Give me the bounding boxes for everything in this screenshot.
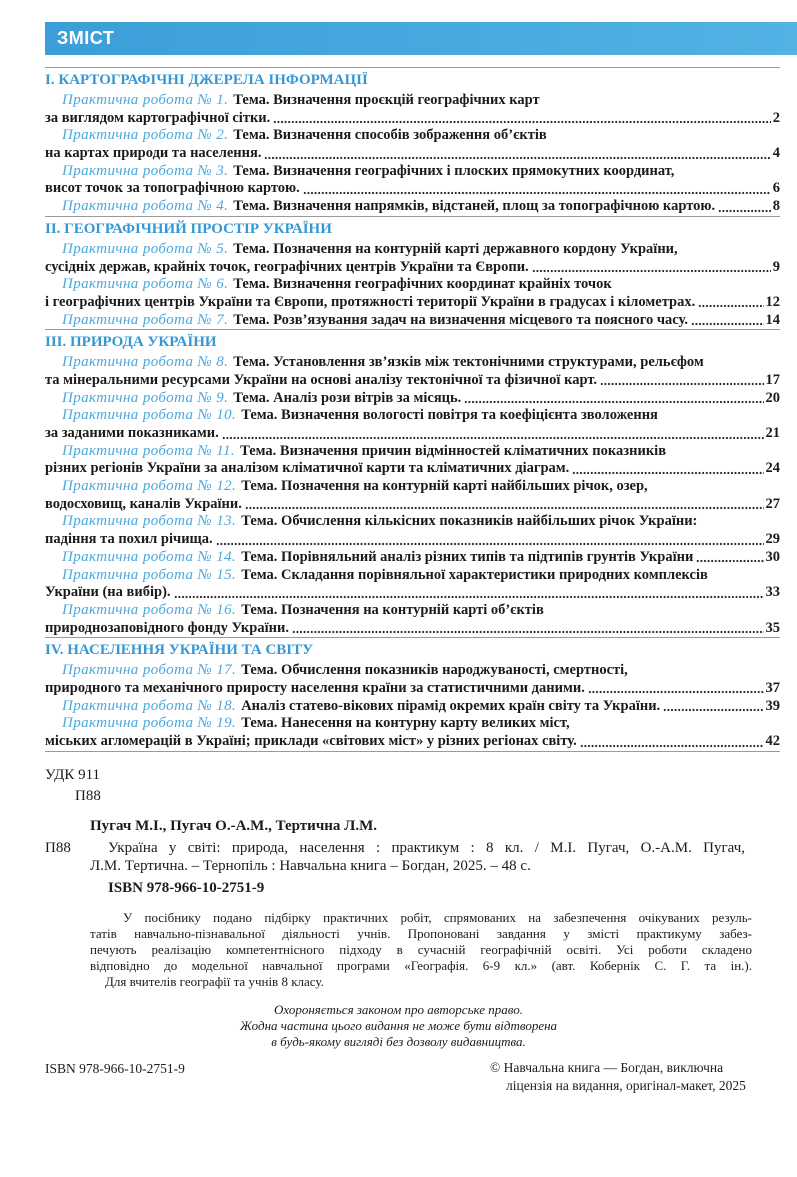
entry-line (45, 662, 780, 680)
dot-leader (264, 145, 770, 163)
page-number: 27 (765, 495, 780, 512)
toc-entry (45, 715, 780, 750)
dot-leader (580, 733, 764, 751)
toc-entry (45, 312, 780, 330)
entry-label: Практична робота № 5. (62, 240, 229, 257)
page-number: 12 (765, 293, 780, 310)
entry-title: Тема. Визначення причин відмінностей кліматичних показників (240, 442, 667, 459)
entry-title: та мінеральними ресурсами України на основі аналізу тектонічної та фізичної карт. (45, 371, 597, 388)
entry-label: Практична робота № 7. (62, 311, 229, 328)
toc-entry (45, 407, 780, 442)
entry-line (45, 425, 780, 443)
entry-label: Практична робота № 14. (62, 548, 237, 565)
page-number: 39 (765, 697, 780, 714)
entry-title: падіння та похил річища. (45, 531, 213, 548)
entry-line (45, 698, 780, 716)
entry-title: міських агломерацій в Україні; приклади «світових міст» у різних регіонах світу. (45, 733, 577, 749)
entry-label: Практична робота № 12. (62, 478, 237, 495)
entry-line (45, 680, 780, 698)
entry-line (45, 715, 780, 733)
toc-entry (45, 198, 780, 216)
entry-label: Практична робота № 10. (62, 407, 237, 424)
entry-label: Практична робота № 2. (62, 127, 229, 144)
entry-label: Практична робота № 15. (62, 566, 237, 583)
entry-label: Практична робота № 17. (62, 662, 237, 679)
entry-label: Практична робота № 9. (62, 389, 229, 406)
dot-leader (718, 198, 771, 216)
entry-title: і географічних центрів України та Європи, протяжності території України в градусах і кілометрах. (45, 293, 696, 310)
entry-title: Тема. Порівняльний аналіз різних типів та підтипів грунтів України (241, 548, 694, 565)
page-number: 29 (765, 531, 780, 548)
entry-line (45, 110, 780, 128)
toc-section (45, 637, 780, 750)
toc-entry (45, 127, 780, 162)
page-number: 21 (765, 425, 780, 441)
entry-label: Практична робота № 3. (62, 162, 229, 179)
page-number: 2 (772, 109, 780, 126)
toc-entry (45, 241, 780, 276)
annotation (90, 910, 752, 990)
entry-title: природного та механічного приросту населення країни за статистичними даними. (45, 679, 585, 696)
notice-line: в будь-якому вигляді без дозволу видавництва. (271, 1034, 526, 1049)
page-number: 24 (765, 460, 780, 477)
entry-title: різних регіонів України за аналізом кліматичної карти та кліматичних діаграм. (45, 460, 570, 477)
dot-leader (216, 531, 764, 549)
entry-title: природнозаповідного фонду України. (45, 619, 289, 636)
publisher-license (490, 1059, 746, 1095)
entry-label: Практична робота № 16. (62, 601, 237, 618)
entry-title: Тема. Складання порівняльної характеристики природних комплексів (241, 566, 708, 583)
dot-leader (663, 698, 763, 716)
entry-line (45, 460, 780, 478)
dot-leader (572, 460, 763, 478)
toc-entry (45, 276, 780, 311)
dot-leader (292, 620, 764, 638)
bibliographic-record-line: Україна у світі: природа, населення : практикум : 8 кл. / М.І. Пугач, О.-А.М. Пугач, (108, 840, 745, 856)
dot-leader (245, 496, 764, 514)
entry-label: Практична робота № 8. (62, 354, 229, 371)
toc-title: ЗМІСТ (57, 28, 115, 48)
entry-line (45, 513, 780, 531)
bibliographic-record-line: Л.М. Тертична. – Тернопіль : Навчальна книга – Богдан, 2025. – 48 с. (90, 858, 531, 874)
authors: Пугач М.І., Пугач О.-А.М., Тертична Л.М. (90, 818, 378, 834)
dot-leader (696, 549, 763, 567)
page-number: 4 (772, 145, 780, 162)
entry-line (45, 354, 780, 372)
toc-entry (45, 92, 780, 127)
entry-title: Тема. Розв’язування задач на визначення місцевого та поясного часу. (233, 311, 688, 328)
author-mark: П88 (75, 788, 101, 804)
dot-leader (691, 312, 764, 330)
entry-label: Практична робота № 13. (62, 513, 237, 530)
entry-title: за виглядом картографічної сітки. (45, 109, 271, 126)
author-mark-left: П88 (45, 840, 71, 856)
entry-title: Тема. Позначення на контурній карті об’єктів (241, 601, 544, 618)
entry-line (45, 312, 780, 330)
publisher-line: ліцензія на видання, оригінал-макет, 2025 (506, 1078, 746, 1093)
copyright-notice (0, 1002, 797, 1050)
dot-leader (698, 294, 763, 312)
page-number: 17 (765, 371, 780, 388)
entry-line (45, 496, 780, 514)
toc-entry (45, 698, 780, 716)
entry-title: за заданими показниками. (45, 425, 219, 441)
dot-leader (600, 372, 764, 390)
page-number: 20 (765, 389, 780, 406)
entry-line (45, 567, 780, 585)
table-of-contents (45, 67, 780, 752)
page-number: 14 (765, 311, 780, 328)
publisher-line: © Навчальна книга — Богдан, виключна (490, 1060, 724, 1075)
entry-line (45, 198, 780, 216)
section-heading: III. ПРИРОДА УКРАЇНИ (45, 334, 217, 351)
dot-leader (303, 180, 771, 198)
udc-code: УДК 911 (45, 767, 101, 783)
annotation-line: татів навчально-пізнавальної діяльності учнів. Пропоновані завдання у змісті практикуму забез- (90, 926, 752, 941)
entry-title: Тема. Визначення географічних координат крайніх точок (233, 276, 612, 293)
entry-title: Тема. Визначення географічних і плоских прямокутних координат, (233, 162, 675, 179)
entry-line (45, 478, 780, 496)
dot-leader (464, 390, 763, 408)
entry-line (45, 276, 780, 294)
entry-label: Практична робота № 1. (62, 92, 229, 108)
page-number: 35 (765, 619, 780, 636)
toc-section (45, 329, 780, 637)
entry-title: висот точок за топографічною картою. (45, 180, 300, 197)
page-number: 42 (765, 733, 780, 749)
page-number: 37 (765, 679, 780, 696)
toc-entry (45, 662, 780, 697)
entry-line (45, 294, 780, 312)
isbn: ISBN 978-966-10-2751-9 (108, 880, 265, 896)
page-number: 6 (772, 180, 780, 197)
entry-title: Тема. Обчислення показників народжуваності, смертності, (241, 662, 628, 679)
toc-banner (45, 22, 797, 55)
entry-line (45, 241, 780, 259)
page-number: 8 (772, 198, 780, 215)
entry-title: України (на вибір). (45, 584, 171, 601)
toc-entry (45, 549, 780, 567)
dot-leader (588, 680, 764, 698)
entry-line (45, 549, 780, 567)
entry-title: сусідніх держав, крайніх точок, географічних центрів України та Європи. (45, 258, 529, 275)
entry-title: водосховищ, каналів України. (45, 495, 242, 512)
entry-label: Практична робота № 19. (62, 715, 237, 732)
entry-title: Тема. Обчислення кількісних показників найбільших річок України: (241, 513, 698, 530)
entry-title: Тема. Аналіз рози вітрів за місяць. (233, 389, 462, 406)
entry-title: на картах природи та населення. (45, 145, 262, 162)
notice-line: Охороняється законом про авторське право. (274, 1002, 523, 1017)
dot-leader (532, 259, 771, 277)
section-heading: I. КАРТОГРАФІЧНІ ДЖЕРЕЛА ІНФОРМАЦІЇ (45, 72, 368, 88)
dot-leader (222, 425, 764, 443)
page-number: 9 (772, 258, 780, 275)
page-number: 30 (765, 548, 780, 565)
entry-line (45, 531, 780, 549)
entry-line (45, 92, 780, 110)
entry-title: Тема. Визначення вологості повітря та коефіцієнта зволоження (241, 407, 658, 424)
entry-title: Тема. Визначення напрямків, відстаней, площ за топографічною картою. (233, 198, 716, 215)
entry-label: Практична робота № 4. (62, 198, 229, 215)
toc-entry (45, 567, 780, 602)
entry-line (45, 584, 780, 602)
isbn-bottom: ISBN 978-966-10-2751-9 (45, 1061, 185, 1076)
entry-title: Тема. Нанесення на контурну карту великих міст, (241, 715, 570, 732)
entry-line (45, 259, 780, 277)
toc-section (45, 216, 780, 329)
annotation-line: відповідно до модельної навчальної програми «Географія. 6-9 кл.» (авт. Кобернік С. Г. та ін.). (90, 958, 752, 973)
toc-entry (45, 478, 780, 513)
annotation-line: У посібнику подано підбірку практичних робіт, спрямованих на забезпечення очікуваних резуль- (123, 910, 752, 925)
section-heading: II. ГЕОГРАФІЧНИЙ ПРОСТІР УКРАЇНИ (45, 220, 332, 237)
dot-leader (174, 584, 764, 602)
entry-line (45, 372, 780, 390)
toc-entry (45, 602, 780, 637)
entry-line (45, 602, 780, 620)
annotation-line: Для вчителів географії та учнів 8 класу. (105, 974, 324, 989)
notice-line: Жодна частина цього видання не може бути відтворена (239, 1018, 558, 1033)
section-heading: IV. НАСЕЛЕННЯ УКРАЇНИ ТА СВІТУ (45, 642, 314, 659)
toc-entry (45, 513, 780, 548)
entry-line (45, 733, 780, 751)
toc-entry (45, 354, 780, 389)
entry-label: Практична робота № 6. (62, 276, 229, 293)
entry-line (45, 620, 780, 638)
entry-title: Тема. Позначення на контурній карті найбільших річок, озер, (241, 478, 648, 495)
dot-leader (273, 110, 770, 128)
entry-title: Тема. Визначення проєкцій географічних карт (233, 92, 540, 108)
entry-label: Практична робота № 18. (62, 697, 237, 714)
entry-title: Тема. Визначення способів зображення об’єктів (233, 127, 547, 144)
entry-label: Практична робота № 11. (62, 442, 236, 459)
entry-title: Тема. Позначення на контурній карті державного кордону України, (233, 240, 678, 257)
entry-line (45, 127, 780, 145)
entry-line (45, 163, 780, 181)
entry-line (45, 443, 780, 461)
entry-title: Тема. Установлення зв’язків між тектонічними структурами, рельєфом (233, 354, 704, 371)
toc-section (45, 67, 780, 216)
entry-line (45, 145, 780, 163)
entry-line (45, 390, 780, 408)
entry-line (45, 407, 780, 425)
entry-line (45, 180, 780, 198)
entry-title: Аналіз статево-вікових пірамід окремих країн світу та України. (241, 697, 661, 714)
annotation-line: печують реалізацію компетентнісного підходу в сучасній географічній освіті. Усі роботи складено (90, 942, 752, 957)
toc-entry (45, 443, 780, 478)
toc-entry (45, 163, 780, 198)
toc-entry (45, 390, 780, 408)
page-number: 33 (765, 584, 780, 601)
